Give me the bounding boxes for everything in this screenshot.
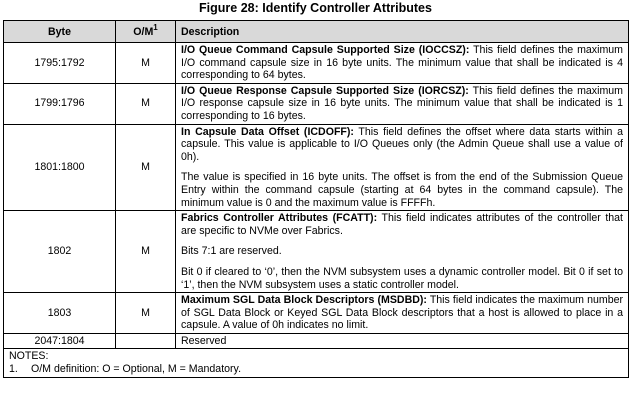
description-paragraph: Bit 0 if cleared to ‘0’, then the NVM subsystem uses a dynamic controller model. Bit 0 if set to ‘1’, then the NVM subsystem uses a static controller model. bbox=[181, 265, 623, 291]
field-name: I/O Queue Response Capsule Supported Size (IORCSZ): bbox=[181, 84, 469, 97]
description-paragraph: Bits 7:1 are reserved. bbox=[181, 245, 282, 258]
field-text: This field defines the offset where data starts within a capsule. This value is applicable to I/O Queues only (the Admin Queue shall use a value of 0h). bbox=[181, 125, 623, 163]
description-cell: Reserved bbox=[176, 333, 629, 349]
om-cell: M bbox=[116, 293, 176, 334]
field-text: This field defines the maximum I/O command capsule size in 16 byte units. The minimum value that shall be indicated is 4 corresponding to 64 bytes. bbox=[181, 44, 623, 82]
description-cell bbox=[176, 83, 629, 124]
note-number: 1. bbox=[9, 363, 18, 376]
field-text: This field defines the maximum I/O response capsule size in 16 byte units. The minimum value that shall be indicated is 1 corresponding to 16 bytes. bbox=[181, 84, 623, 122]
description-paragraph: The value is specified in 16 byte units. The offset is from the end of the Submission Queue Entry within the command capsule (starting at 64 bytes in the command capsule). The minimum value is 0 and the maximum value is FFFFh. bbox=[181, 171, 623, 209]
header-om-label: O/M bbox=[133, 25, 154, 38]
note-text: O/M definition: O = Optional, M = Mandatory. bbox=[31, 363, 242, 376]
byte-cell: 2047:1804 bbox=[4, 333, 116, 349]
figure-title: Figure 28: Identify Controller Attributes bbox=[199, 1, 432, 15]
notes-heading: NOTES: bbox=[9, 350, 49, 363]
description-cell bbox=[176, 211, 629, 293]
table-row bbox=[4, 83, 629, 124]
header-row bbox=[4, 21, 629, 43]
field-text: This field indicates attributes of the controller that are specific to NVMe over Fabrics. bbox=[181, 212, 623, 237]
table-row bbox=[4, 124, 629, 211]
description-paragraph bbox=[181, 126, 623, 164]
description-cell bbox=[176, 293, 629, 334]
field-name: Fabrics Controller Attributes (FCATT): bbox=[181, 212, 378, 225]
description-paragraph bbox=[181, 212, 623, 237]
table-row bbox=[4, 211, 629, 293]
byte-cell: 1801:1800 bbox=[4, 124, 116, 211]
note-item bbox=[9, 363, 623, 376]
om-cell: M bbox=[116, 211, 176, 293]
om-cell: M bbox=[116, 124, 176, 211]
om-cell: M bbox=[116, 83, 176, 124]
om-cell bbox=[116, 333, 176, 349]
table-row bbox=[4, 293, 629, 334]
field-name: I/O Queue Command Capsule Supported Size (IOCCSZ): bbox=[181, 44, 470, 56]
header-om-footnote: 1 bbox=[153, 22, 158, 32]
byte-cell: 1803 bbox=[4, 293, 116, 334]
header-description: Description bbox=[176, 21, 629, 43]
table-row bbox=[4, 43, 629, 84]
description-cell bbox=[176, 124, 629, 211]
description-cell bbox=[176, 43, 629, 84]
notes-row bbox=[4, 349, 629, 377]
header-om bbox=[116, 21, 176, 43]
attributes-table bbox=[3, 20, 629, 378]
header-byte: Byte bbox=[4, 21, 116, 43]
byte-cell: 1799:1796 bbox=[4, 83, 116, 124]
byte-cell: 1802 bbox=[4, 211, 116, 293]
byte-cell: 1795:1792 bbox=[4, 43, 116, 84]
field-name: In Capsule Data Offset (ICDOFF): bbox=[181, 125, 354, 138]
notes-cell bbox=[4, 349, 629, 377]
table-row bbox=[4, 333, 629, 349]
field-name: Maximum SGL Data Block Descriptors (MSDBD): bbox=[181, 294, 427, 307]
om-cell: M bbox=[116, 43, 176, 84]
field-text: This field indicates the maximum number of SGL Data Block or Keyed SGL Data Block descriptors that a host is allowed to place in a capsule. A value of 0h indicates no limit. bbox=[181, 294, 624, 332]
